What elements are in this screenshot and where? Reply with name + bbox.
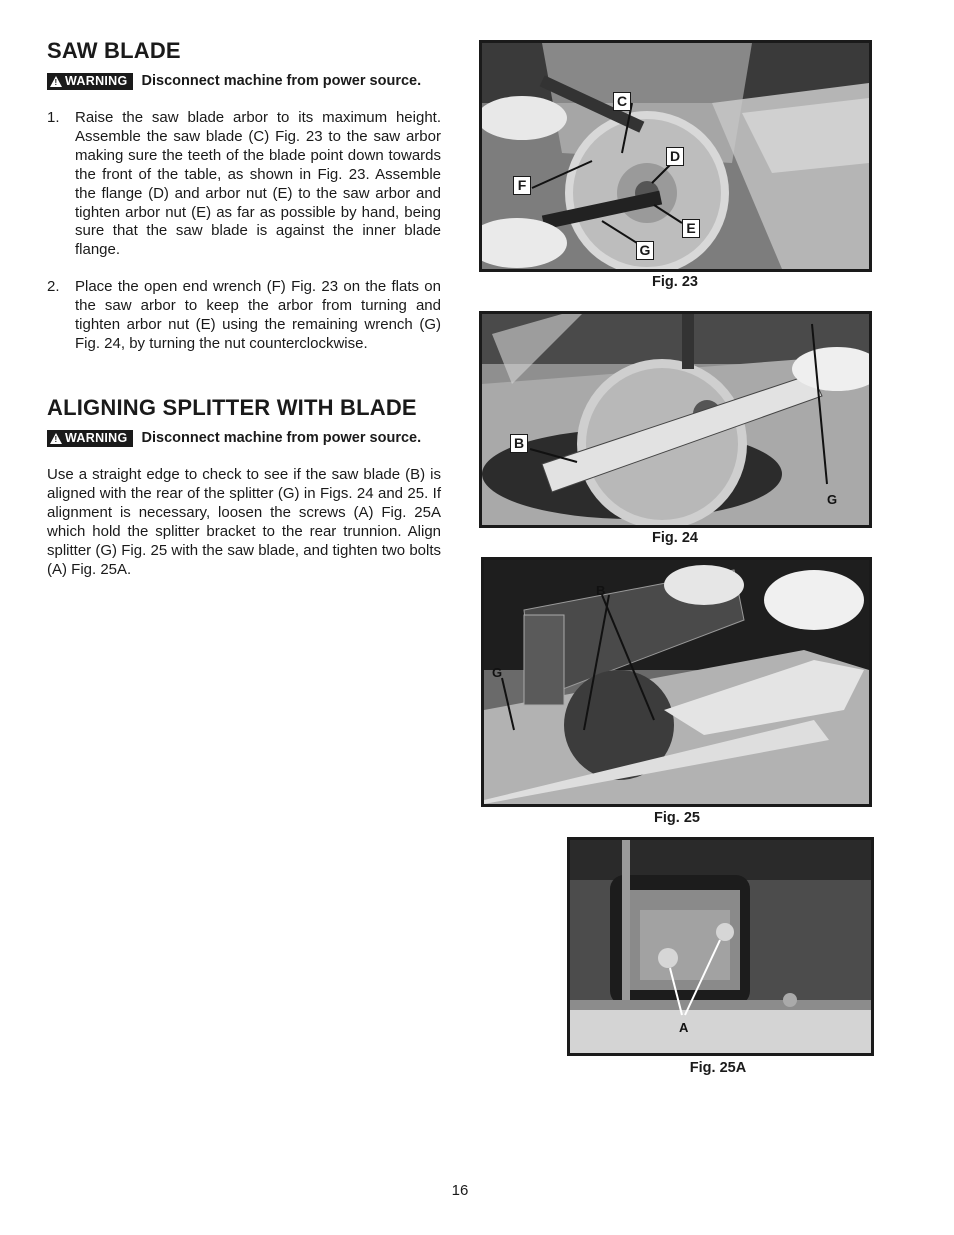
page-number: 16 (451, 1182, 469, 1199)
warning-badge (47, 73, 133, 90)
alignment-paragraph: Use a straight edge to check to see if the saw blade (B) is aligned with the rear of the splitter (G) in Figs. 24 and 25. If alignment is necessary, loosen the screws (A) Fig. 25A which hold the splitter bracket to the rear trunnion. Align splitter (G) Fig. 25 with the saw blade, and tighten two bolts (A) Fig. 25A. (47, 466, 441, 578)
label-g: G (636, 241, 654, 260)
step-text: Raise the saw blade arbor to its maximum height. Assemble the saw blade (C) Fig. 23 to the saw arbor making sure the teeth of the blade point down towards the front of the table, as shown in Fig. 23. Assemble the flange (D) and arbor nut (E) to the saw arbor and tighten arbor nut (E) as far as possible by hand, being sure that the saw blade is against the inner blade flange. (75, 109, 441, 259)
warning-badge-label: WARNING (65, 431, 128, 445)
figure-caption: Fig. 23 (652, 274, 698, 290)
warning-triangle-icon: ! (50, 76, 62, 87)
warning-row (47, 72, 421, 90)
section-title-aligning-splitter: ALIGNING SPLITTER WITH BLADE (47, 395, 417, 420)
step-number: 2. (47, 278, 60, 295)
step-1 (47, 109, 441, 260)
label-e: E (682, 219, 700, 238)
figure-25a-photo (567, 837, 874, 1056)
label-f: F (513, 176, 531, 195)
label-g: G (827, 492, 838, 507)
warning-text: Disconnect machine from power source. (141, 73, 422, 89)
step-2 (47, 278, 441, 354)
figure-25-photo (481, 557, 872, 807)
label-c: C (613, 92, 631, 111)
warning-row (47, 429, 421, 447)
figure-caption: Fig. 25 (654, 810, 700, 826)
label-g: G (492, 665, 503, 680)
warning-text: Disconnect machine from power source. (141, 430, 422, 446)
label-b: B (510, 434, 528, 453)
figure-caption: Fig. 24 (652, 530, 698, 546)
warning-triangle-icon: ! (50, 433, 62, 444)
warning-badge (47, 430, 133, 447)
figure-24-photo (479, 311, 872, 528)
section-title-saw-blade: SAW BLADE (47, 38, 181, 63)
label-b: B (596, 583, 606, 598)
label-d: D (666, 147, 684, 166)
step-text: Place the open end wrench (F) Fig. 23 on the flats on the saw arbor to keep the arbor from turning and tighten arbor nut (E) using the remaining wrench (G) Fig. 24, by turning the nut counterclockwise. (75, 278, 441, 352)
figure-caption: Fig. 25A (689, 1060, 747, 1076)
warning-badge-label: WARNING (65, 74, 128, 88)
label-a: A (679, 1020, 689, 1035)
step-number: 1. (47, 109, 60, 126)
